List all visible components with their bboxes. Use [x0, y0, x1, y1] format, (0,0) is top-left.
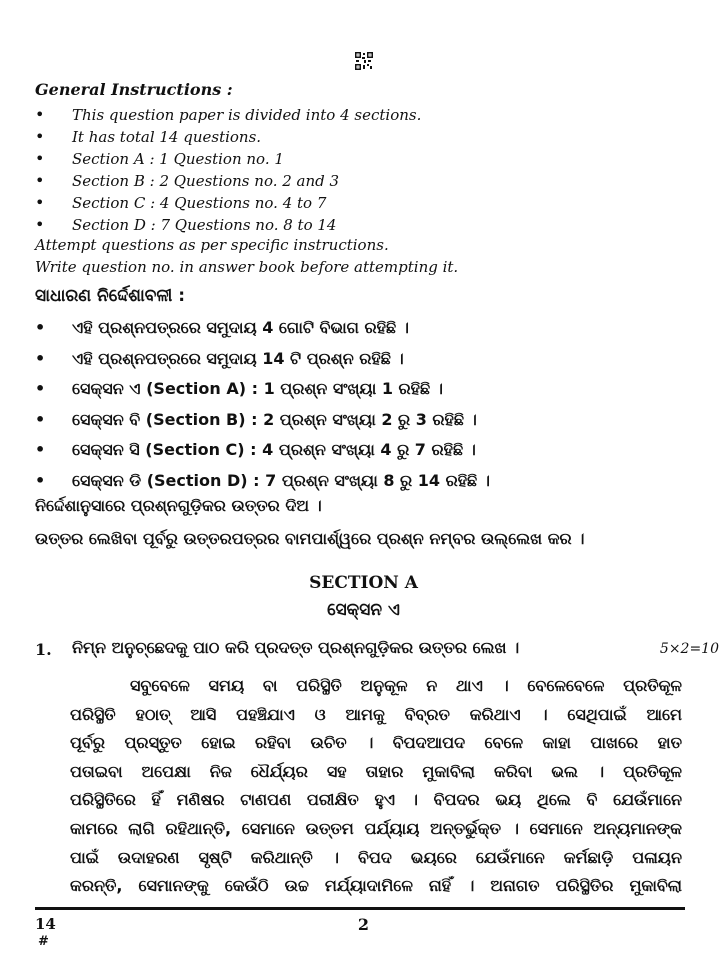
- section-subtitle: ସେକ୍ସନ ଏ: [327, 600, 400, 620]
- passage-line: ପରିସ୍ଥିତିରେ ହିଁ ମଣିଷର ଟାଣପଣ ପରୀକ୍ଷିତ ହୁଏ । ବିପଦର ଭୟ ଥିଲେ ବି ଯେଉଁମାନେ: [70, 790, 682, 810]
- footer-rule: [35, 907, 685, 910]
- passage-line: ପୂର୍ବରୁ ପ୍ରସ୍ତୁତ ହୋଇ ରହିବା ଉଚିତ । ବିପଦଆପଦ ବେଳେ କାହା ପାଖରେ ହାତ: [70, 733, 682, 753]
- question-text: ନିମ୍ନ ଅନୁଚ୍ଛେଦକୁ ପାଠ କରି ପ୍ରଦତ୍ତ ପ୍ରଶ୍ନଗୁଡ଼ିକର ଉତ୍ତର ଲେଖ ।: [72, 638, 520, 657]
- question-number: 1.: [35, 640, 52, 659]
- passage-line: ସବୁବେଳେ ସମୟ ବା ପରିସ୍ଥିତି ଅନୁକୂଳ ନ ଥାଏ । ବେଳେବେଳେ ପ୍ରତିକୂଳ: [130, 676, 682, 695]
- odia-instruction-line-attempt: ନିର୍ଦ୍ଦେଶାନୁସାରେ ପ୍ରଶ୍ନଗୁଡ଼ିକର ଉତ୍ତର ଦିଅ ।: [35, 496, 322, 515]
- instruction-item: • Section D : 7 Questions no. 8 to 14: [35, 214, 421, 236]
- page-number: 2: [357, 915, 370, 934]
- qr-code-icon: [355, 52, 373, 70]
- instruction-line-write: Write question no. in answer book before attempting it.: [35, 258, 459, 276]
- instruction-item: • This question paper is divided into 4 sections.: [35, 104, 421, 126]
- odia-instruction-item: • ସେକ୍ସନ ଡି (Section D) : 7 ପ୍ରଶ୍ନ ସଂଖ୍ୟା 8 ରୁ 14 ରହିଛି ।: [35, 466, 490, 497]
- general-instructions-title: General Instructions :: [35, 80, 233, 99]
- instruction-line-attempt: Attempt questions as per specific instructions.: [35, 236, 389, 254]
- instruction-item: • It has total 14 questions.: [35, 126, 421, 148]
- instruction-item: • Section A : 1 Question no. 1: [35, 148, 421, 170]
- question-marks: 5×2=10: [659, 641, 719, 657]
- passage-line: ପାଇଁ ଉଦାହରଣ ସୃଷ୍ଟି କରିଥାନ୍ତି । ବିପଦ ଭୟରେ ଯେଉଁମାନେ କର୍ମଛାଡ଼ି ପଳାୟନ: [70, 847, 682, 867]
- passage-line: ପରିସ୍ଥିତି ହଠାତ୍ ଆସି ପହଞ୍ଚିଯାଏ ଓ ଆମକୁ ବିବ୍ରତ କରିଥାଏ । ସେଥିପାଇଁ ଆମେ: [70, 704, 682, 724]
- passage-line: ପତାଇବା ଅପେକ୍ଷା ନିଜ ଧୈର୍ଯ୍ୟର ସହ ତାହାର ମୁକାବିଲା କରିବା ଭଲ । ପ୍ରତିକୂଳ: [70, 761, 682, 781]
- passage-line: କରନ୍ତି, ସେମାନଙ୍କୁ କେଉଁଠି ଉଚ୍ଚ ମର୍ଯ୍ୟାଦାମିଳେ ନାହିଁ । ଅନାଗତ ପରିସ୍ଥିତିର ମୁକାବିଲା: [70, 876, 682, 896]
- odia-instruction-item: • ସେକ୍ସନ ବି (Section B) : 2 ପ୍ରଶ୍ନ ସଂଖ୍ୟା 2 ରୁ 3 ରହିଛି ।: [35, 405, 490, 436]
- hash-mark: #: [38, 934, 49, 949]
- odia-instructions-list: [35, 313, 490, 496]
- odia-instruction-item: • ସେକ୍ସନ ଏ (Section A) : 1 ପ୍ରଶ୍ନ ସଂଖ୍ୟା 1 ରହିଛି ।: [35, 374, 490, 405]
- passage-line: କାମରେ ଲାଗି ରହିଥାନ୍ତି, ସେମାନେ ଉତ୍ତମ ପର୍ଯ୍ୟାୟ ଅନ୍ତର୍ଭୁକ୍ତ । ସେମାନେ ଅନ୍ୟମାନଙ୍କ: [70, 818, 682, 838]
- odia-instructions-title: ସାଧାରଣ ନିର୍ଦ୍ଦେଶାବଳୀ :: [35, 286, 186, 306]
- paper-code: 14: [35, 915, 56, 933]
- general-instructions-list: [35, 104, 421, 236]
- passage: [70, 672, 682, 901]
- instruction-item: • Section B : 2 Questions no. 2 and 3: [35, 170, 421, 192]
- section-title: SECTION A: [309, 573, 418, 593]
- odia-instruction-line-write: ଉତ୍ତର ଲେଖିବା ପୂର୍ବରୁ ଉତ୍ତରପତ୍ରର ବାମପାର୍ଶ୍ୱରେ ପ୍ରଶ୍ନ ନମ୍ବର ଉଲ୍ଲେଖ କର ।: [35, 529, 585, 548]
- odia-instruction-item: • ଏହି ପ୍ରଶ୍ନପତ୍ରରେ ସମୁଦାୟ 14 ଟି ପ୍ରଶ୍ନ ରହିଛି ।: [35, 344, 490, 375]
- odia-instruction-item: • ଏହି ପ୍ରଶ୍ନପତ୍ରରେ ସମୁଦାୟ 4 ଗୋଟି ବିଭାଗ ରହିଛି ।: [35, 313, 490, 344]
- odia-instruction-item: • ସେକ୍ସନ ସି (Section C) : 4 ପ୍ରଶ୍ନ ସଂଖ୍ୟା 4 ରୁ 7 ରହିଛି ।: [35, 435, 490, 466]
- instruction-item: • Section C : 4 Questions no. 4 to 7: [35, 192, 421, 214]
